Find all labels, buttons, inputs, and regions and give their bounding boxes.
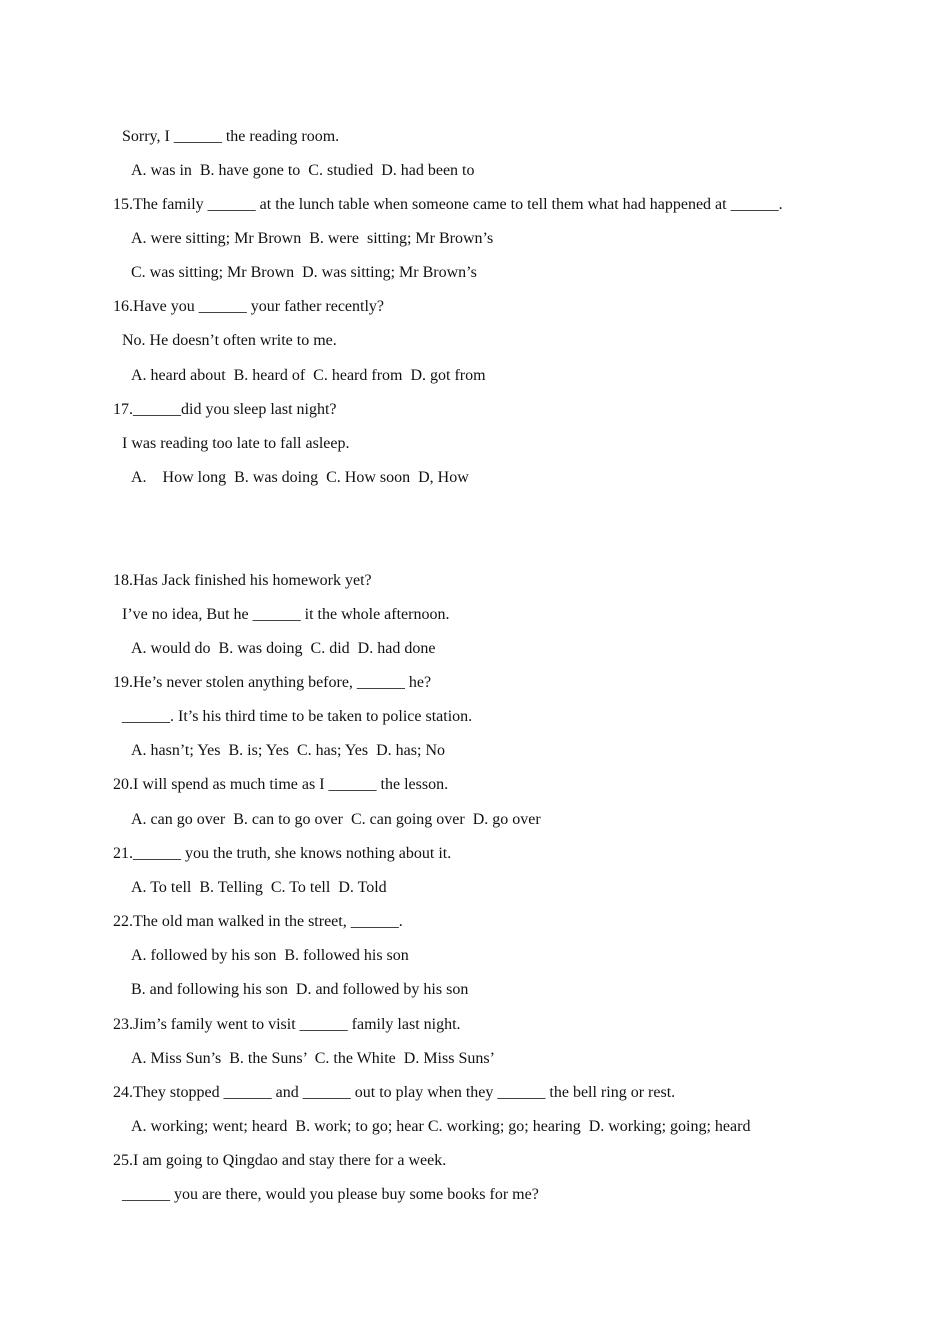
question-19-options: A. hasn’t; Yes B. is; Yes C. has; Yes D. has; No xyxy=(131,742,445,759)
question-17: 17.______did you sleep last night? xyxy=(113,401,337,418)
question-15-options-ab: A. were sitting; Mr Brown B. were sitting; Mr Brown’s xyxy=(131,230,494,247)
question-15: 15.The family ______ at the lunch table when someone came to tell them what had happened at ______. xyxy=(113,196,783,213)
question-21: 21.______ you the truth, she knows nothing about it. xyxy=(113,845,452,862)
question-19: 19.He’s never stolen anything before, ______ he? xyxy=(113,674,432,691)
question-23-options: A. Miss Sun’s B. the Suns’ C. the White D. Miss Suns’ xyxy=(131,1050,495,1067)
question-24: 24.They stopped ______ and ______ out to play when they ______ the bell ring or rest. xyxy=(113,1084,676,1101)
question-18-options: A. would do B. was doing C. did D. had done xyxy=(131,640,436,657)
question-16-stem: No. He doesn’t often write to me. xyxy=(122,332,337,349)
question-18: 18.Has Jack finished his homework yet? xyxy=(113,572,372,589)
question-17-stem: I was reading too late to fall asleep. xyxy=(122,435,350,452)
question-16-options: A. heard about B. heard of C. heard from D. got from xyxy=(131,367,486,384)
question-25-stem: ______ you are there, would you please buy some books for me? xyxy=(122,1186,539,1203)
question-23: 23.Jim’s family went to visit ______ family last night. xyxy=(113,1016,461,1033)
question-20: 20.I will spend as much time as I ______ the lesson. xyxy=(113,776,449,793)
question-17-options: A. How long B. was doing C. How soon D, How xyxy=(131,469,469,486)
question-22-options-cd: B. and following his son D. and followed by his son xyxy=(131,981,469,998)
question-14-stem: Sorry, I ______ the reading room. xyxy=(122,128,340,145)
question-16: 16.Have you ______ your father recently? xyxy=(113,298,385,315)
question-14-options: A. was in B. have gone to C. studied D. had been to xyxy=(131,162,475,179)
question-24-options: A. working; went; heard B. work; to go; hear C. working; go; hearing D. working; going; heard xyxy=(131,1118,751,1135)
question-25: 25.I am going to Qingdao and stay there for a week. xyxy=(113,1152,447,1169)
question-15-options-cd: C. was sitting; Mr Brown D. was sitting; Mr Brown’s xyxy=(131,264,477,281)
question-19-stem: ______. It’s his third time to be taken to police station. xyxy=(122,708,473,725)
question-18-stem: I’ve no idea, But he ______ it the whole afternoon. xyxy=(122,606,450,623)
question-22-options-ab: A. followed by his son B. followed his son xyxy=(131,947,409,964)
question-21-options: A. To tell B. Telling C. To tell D. Told xyxy=(131,879,387,896)
question-20-options: A. can go over B. can to go over C. can going over D. go over xyxy=(131,811,541,828)
question-22: 22.The old man walked in the street, ______. xyxy=(113,913,403,930)
